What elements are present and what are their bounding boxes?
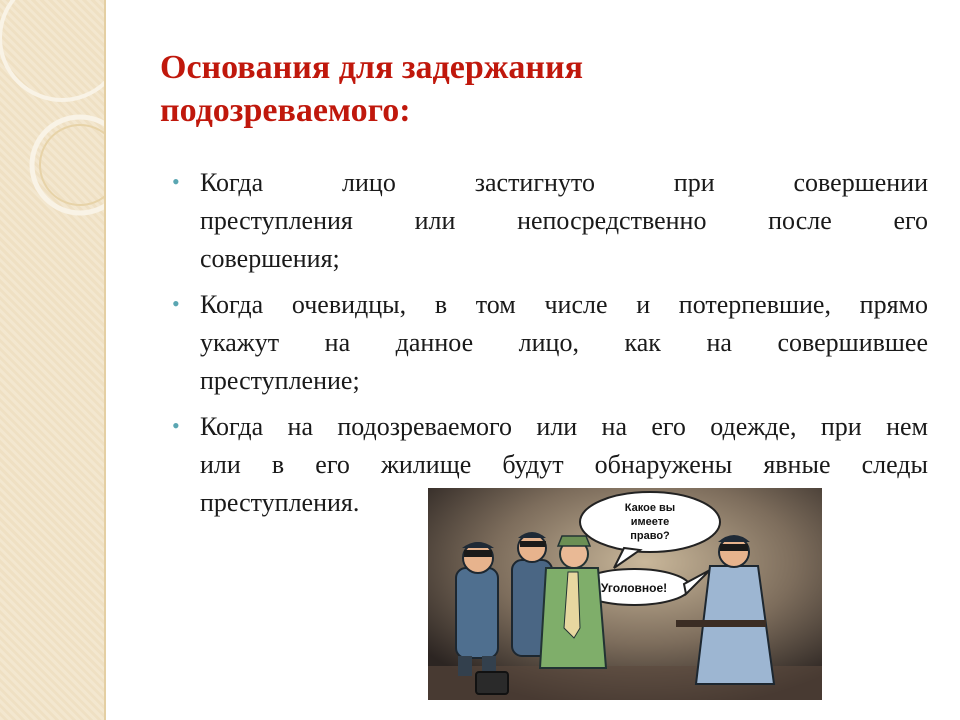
bullet-item-1 [172, 164, 928, 278]
decorative-side-band [0, 0, 106, 720]
bullet-text [200, 164, 928, 278]
bullet-text [200, 286, 928, 400]
slide-title [160, 46, 860, 132]
cartoon-illustration [428, 488, 822, 700]
briefcase-icon [476, 672, 508, 694]
bullet-line: Когда на подозреваемого или на его одежде, при нем [200, 412, 928, 441]
rifle-icon [676, 620, 766, 627]
title-line-2: подозреваемого: [160, 92, 411, 129]
bullet-icon: • [172, 169, 180, 194]
bullet-line: Когда лицо застигнуто при совершении [200, 168, 928, 197]
bullet-line: преступления. [200, 488, 360, 517]
speech-bubble-line: право? [630, 530, 670, 542]
speech-bubble-text: Уголовное! [600, 581, 668, 595]
speech-bubble-line: имеете [630, 516, 670, 528]
speech-bubble-line: Какое вы [624, 502, 676, 514]
bullet-line: преступления или непосредственно после его [200, 206, 928, 235]
bullet-line: укажут на данное лицо, как на совершившее [200, 328, 928, 357]
bullet-line: совершения; [200, 244, 340, 273]
bullet-icon: • [172, 291, 180, 316]
bullet-list [172, 164, 928, 530]
bullet-line: преступление; [200, 366, 360, 395]
decorative-rings [0, 0, 104, 720]
bullet-item-2 [172, 286, 928, 400]
title-line-1: Основания для задержания [160, 49, 583, 86]
cartoon-drawing [428, 488, 822, 700]
bullet-line: или в его жилище будут обнаружены явные следы [200, 450, 928, 479]
bullet-icon: • [172, 413, 180, 438]
bullet-line: Когда очевидцы, в том числе и потерпевшие, прямо [200, 290, 928, 319]
